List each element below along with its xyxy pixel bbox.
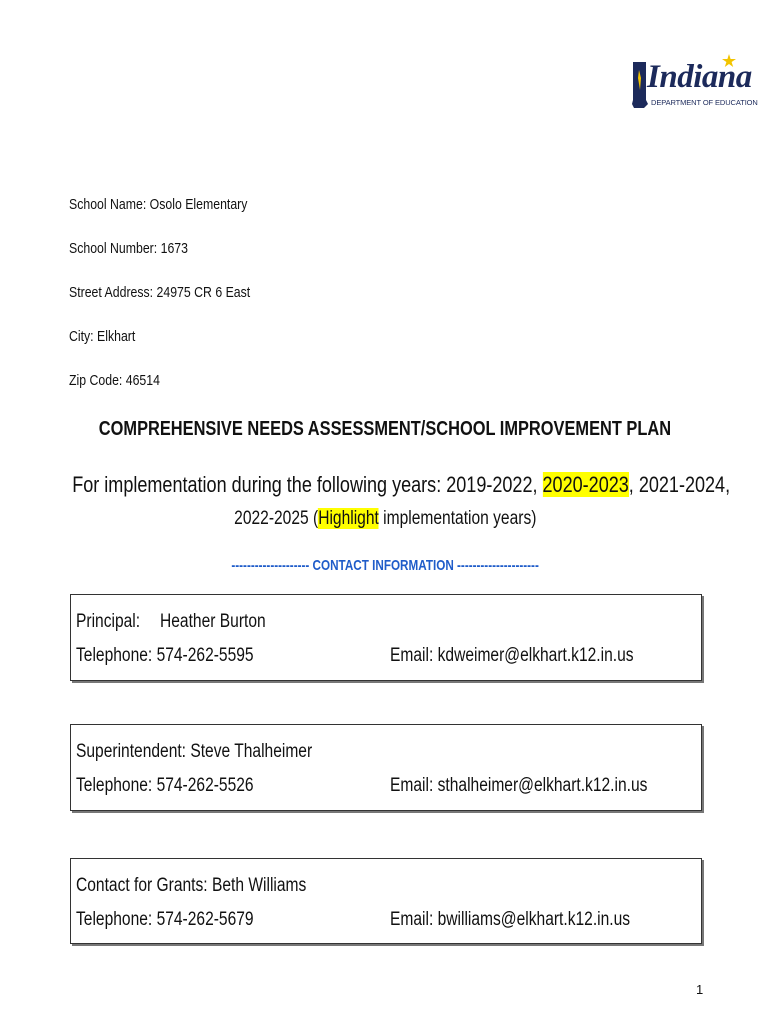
- zip-code: Zip Code: 46514: [69, 372, 160, 389]
- grants-contact-name: Contact for Grants: Beth Williams: [76, 875, 307, 896]
- school-number: School Number: 1673: [69, 240, 188, 257]
- indiana-doe-logo: [630, 58, 758, 114]
- city: City: Elkhart: [69, 328, 136, 345]
- street-address: Street Address: 24975 CR 6 East: [69, 284, 251, 301]
- superintendent-name: Superintendent: Steve Thalheimer: [76, 741, 313, 762]
- principal-telephone: Telephone: 574-262-5595: [76, 645, 254, 666]
- superintendent-email: Email: sthalheimer@elkhart.k12.in.us: [390, 775, 648, 796]
- principal-name: Heather Burton: [160, 611, 266, 632]
- highlight-word: Highlight: [317, 508, 379, 529]
- school-name: School Name: Osolo Elementary: [69, 196, 248, 213]
- grants-contact-box: [70, 858, 702, 944]
- principal-label: Principal:: [76, 611, 141, 632]
- superintendent-telephone: Telephone: 574-262-5526: [76, 775, 254, 796]
- logo-wordmark: Indiana: [647, 59, 752, 95]
- superintendent-contact-box: [70, 724, 702, 811]
- document-title: COMPREHENSIVE NEEDS ASSESSMENT/SCHOOL IMPROVEMENT PLAN: [98, 418, 672, 440]
- contact-information-heading: -------------------- CONTACT INFORMATION ---------------------: [231, 557, 539, 574]
- logo-subtitle: DEPARTMENT OF EDUCATION: [651, 98, 758, 107]
- page-number: 1: [696, 982, 704, 997]
- highlighted-year: 2020-2023: [542, 472, 629, 497]
- principal-contact-box: [70, 594, 702, 681]
- grants-email: Email: bwilliams@elkhart.k12.in.us: [390, 909, 631, 930]
- implementation-years-line1: For implementation during the following years: 2019-2022, 2020-2023, 2021-2024,: [72, 472, 731, 497]
- grants-telephone: Telephone: 574-262-5679: [76, 909, 254, 930]
- implementation-years-line2: 2022-2025 (Highlight implementation years): [233, 508, 537, 529]
- principal-email: Email: kdweimer@elkhart.k12.in.us: [390, 645, 634, 666]
